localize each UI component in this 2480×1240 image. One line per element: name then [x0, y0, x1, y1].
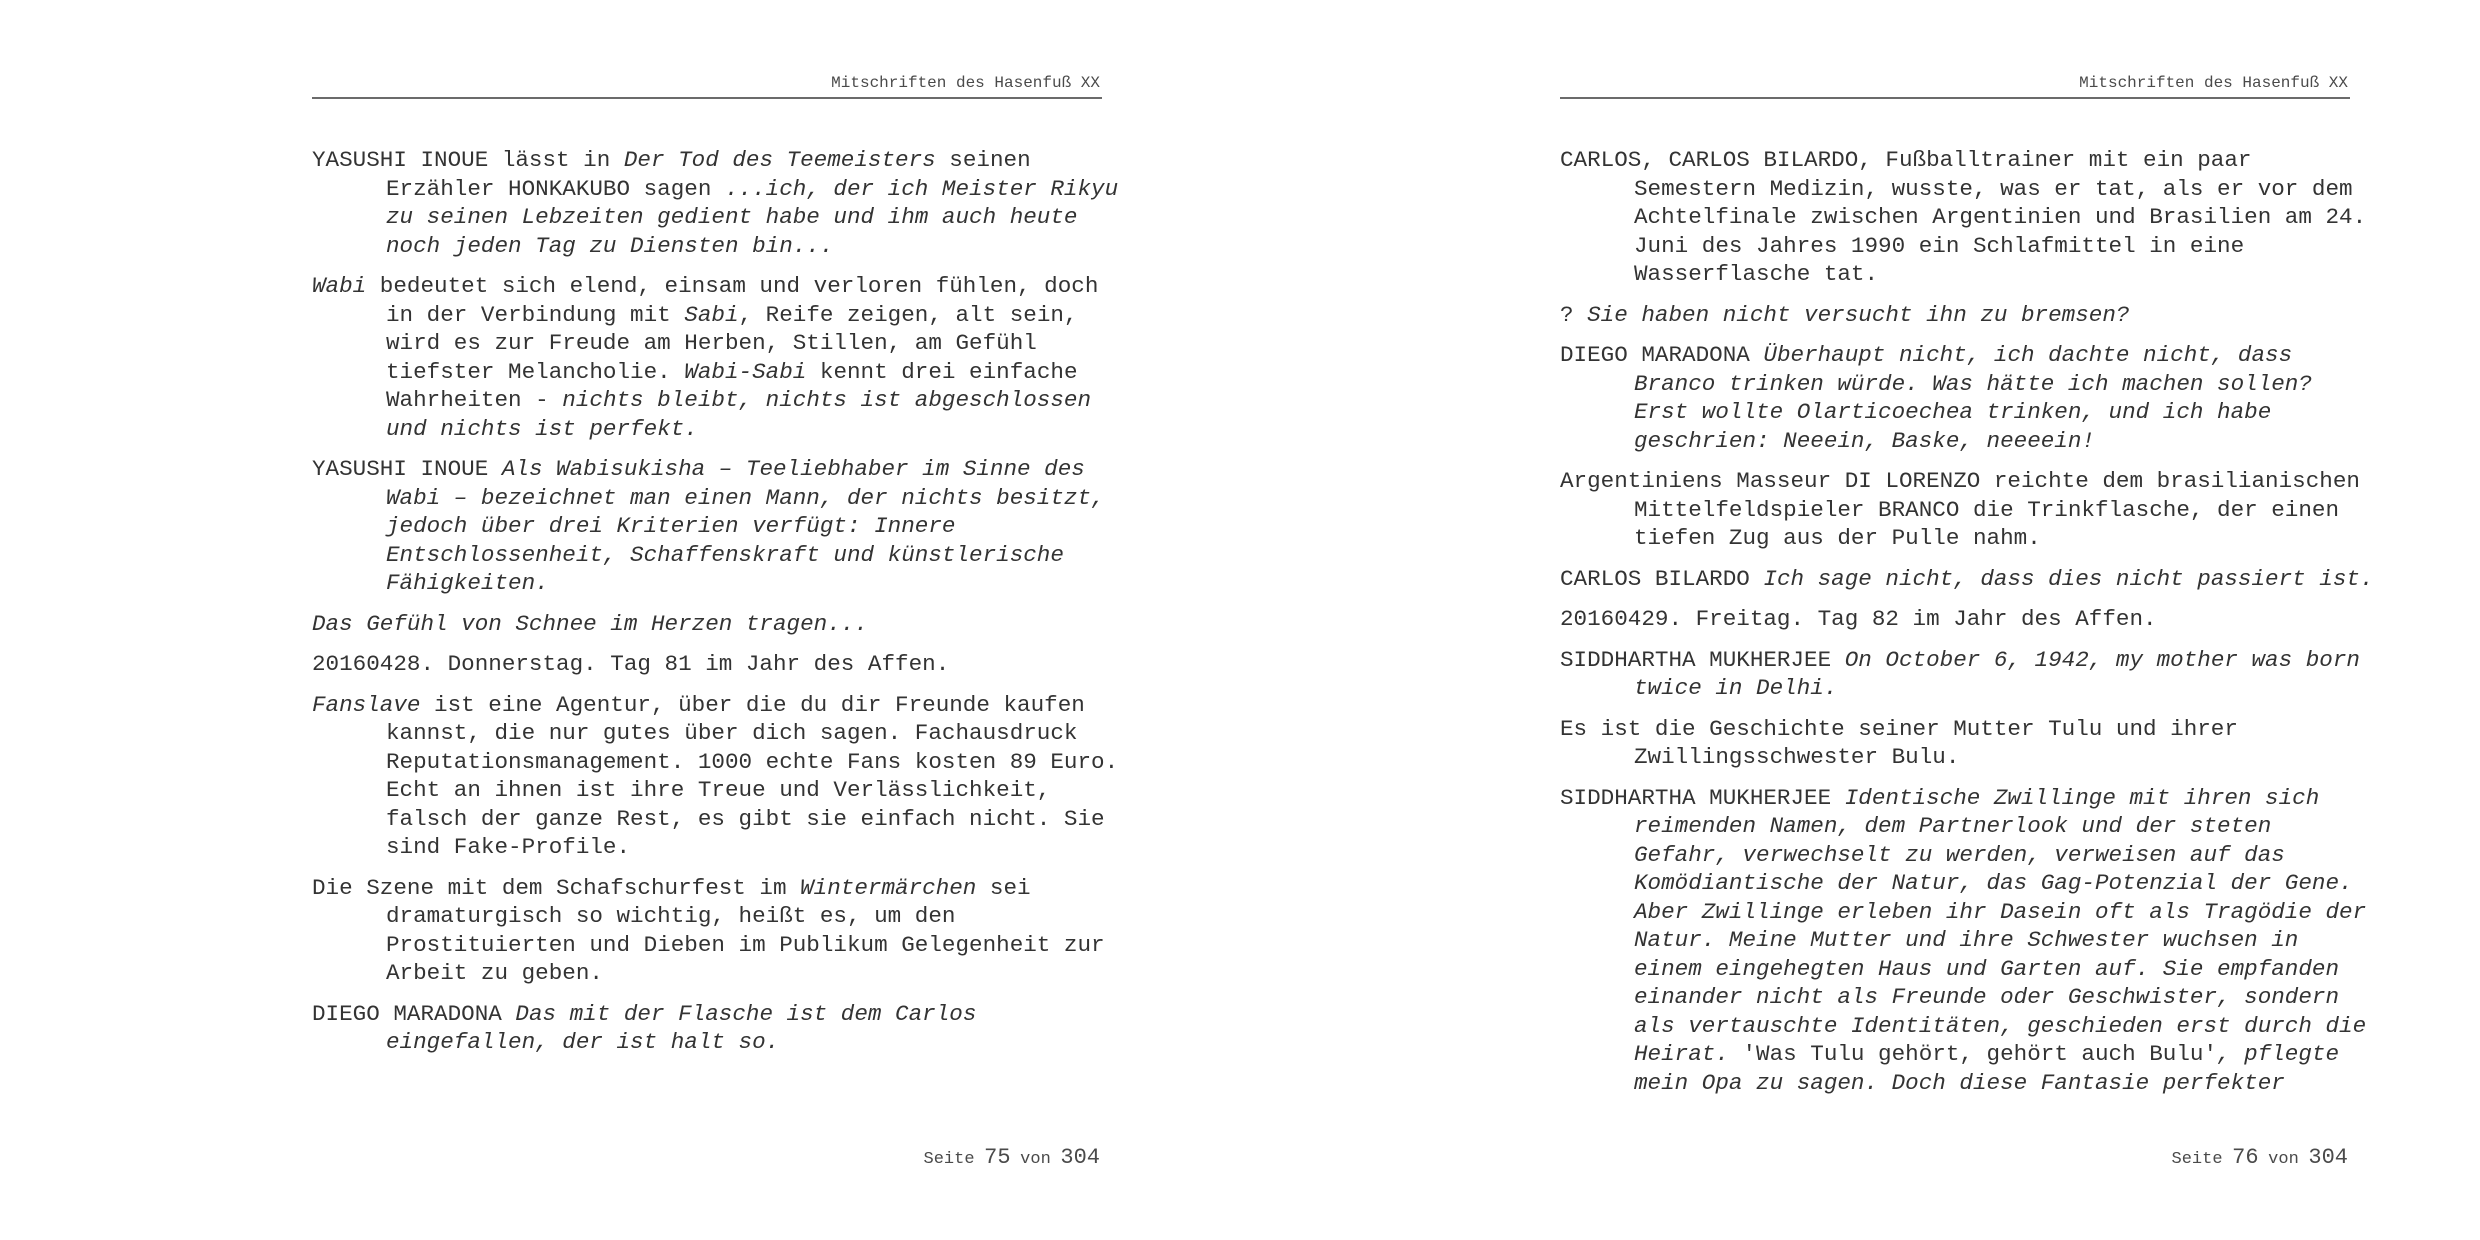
text-run: Semestern Medizin, wusste, was er tat, als er vor dem	[1634, 175, 2353, 202]
text-line	[386, 329, 1102, 358]
text-line	[1634, 1069, 2350, 1098]
italic-text: Das Gefühl von Schnee im Herzen tragen...	[312, 610, 868, 637]
italic-text: Wabi – bezeichnet man einen Mann, der nichts besitzt,	[386, 484, 1105, 511]
text-line	[1560, 341, 2350, 370]
paragraph	[312, 272, 1102, 443]
page-body	[312, 146, 1119, 1069]
paragraph	[1560, 565, 2374, 594]
text-line	[386, 512, 1102, 541]
italic-text: Erst wollte Olarticoechea trinken, und ich habe	[1634, 399, 2272, 425]
text-line	[386, 358, 1102, 387]
text-run: Prostituierten und Dieben im Publikum Gelegenheit zur	[386, 931, 1105, 958]
text-line	[386, 203, 1102, 232]
page-number: 76	[2232, 1145, 2259, 1170]
text-run: tiefster Melancholie.	[386, 358, 685, 385]
page-body	[1560, 146, 2374, 1109]
page-footer	[312, 1145, 1102, 1170]
text-line	[1634, 203, 2367, 232]
page-total: 304	[2308, 1145, 2348, 1170]
text-line	[386, 931, 1105, 960]
text-run: DIEGO MARADONA	[312, 1000, 516, 1027]
italic-text: zu seinen Lebzeiten gedient habe und ihm auch heute	[386, 204, 1078, 230]
italic-text: ...ich, der ich Meister Rikyu	[724, 175, 1119, 202]
text-line	[1634, 1012, 2367, 1041]
text-line	[386, 175, 1119, 204]
paragraph	[1560, 467, 2360, 553]
paragraph	[312, 1000, 1102, 1057]
header-rule	[1560, 97, 2350, 99]
paragraph	[1560, 146, 2367, 289]
text-run: Wahrheiten -	[386, 387, 563, 413]
italic-text: Fanslave	[312, 691, 421, 718]
text-line	[386, 541, 1102, 570]
text-line	[1634, 841, 2350, 870]
text-run: 'Was Tulu gehört, gehört auch Bulu'	[1742, 1041, 2218, 1067]
text-line	[1634, 869, 2353, 898]
text-line	[386, 959, 1102, 988]
paragraph	[312, 691, 1119, 862]
text-run: Argentiniens Masseur DI LORENZO reichte dem brasilianischen	[1560, 468, 2360, 494]
italic-text: einem eingehegten Haus und Garten auf. Sie empfanden	[1634, 955, 2340, 982]
text-line	[1634, 398, 2350, 427]
text-run: ist eine Agentur, über die du dir Freunde kaufen	[420, 691, 1085, 718]
text-run: ?	[1560, 301, 1588, 328]
italic-text: geschrien: Neeein, Baske, neeeein!	[1634, 427, 2095, 454]
text-run: in der Verbindung mit	[386, 301, 685, 328]
italic-text: und nichts ist perfekt.	[386, 415, 698, 442]
italic-text: nichts bleibt, nichts ist abgeschlossen	[562, 387, 1092, 413]
paragraph	[312, 650, 1102, 679]
text-line	[312, 691, 1102, 720]
italic-text: Ich sage nicht, dass dies nicht passiert ist.	[1763, 565, 2374, 592]
text-line	[386, 301, 1102, 330]
italic-text: einander nicht als Freunde oder Geschwister, sondern	[1634, 984, 2340, 1010]
paragraph	[312, 455, 1105, 598]
text-line	[386, 748, 1119, 777]
text-run: Arbeit zu geben.	[386, 960, 603, 986]
italic-text: Komödiantische der Natur, das Gag-Potenzial der Gene.	[1634, 870, 2353, 896]
italic-text: Sie haben nicht versucht ihn zu bremsen?	[1587, 301, 2130, 328]
text-line	[312, 455, 1102, 484]
text-run: Zwillingsschwester Bulu.	[1634, 744, 1960, 770]
italic-text: Branco trinken würde. Was hätte ich machen sollen?	[1634, 370, 2312, 397]
italic-text: mein Opa zu sagen. Doch diese Fantasie perfekter	[1634, 1069, 2285, 1096]
text-line	[386, 569, 1102, 598]
text-run: Reputationsmanagement. 1000 echte Fans kosten 89 Euro.	[386, 748, 1119, 775]
italic-text: Als Wabisukisha – Teeliebhaber im Sinne des	[501, 456, 1085, 482]
footer-prefix: Seite	[923, 1150, 975, 1169]
footer-middle: von	[2268, 1150, 2299, 1169]
text-run: CARLOS, CARLOS BILARDO, Fußballtrainer mit ein paar	[1560, 147, 2252, 173]
text-line	[386, 415, 1102, 444]
paragraph	[1560, 301, 2350, 330]
text-line	[1560, 467, 2360, 496]
text-line	[1634, 370, 2350, 399]
text-line	[1560, 784, 2350, 813]
text-run: dramaturgisch so wichtig, heißt es, um den	[386, 903, 956, 929]
italic-text: eingefallen, der ist halt so.	[386, 1029, 780, 1055]
header-rule	[312, 97, 1102, 99]
paragraph	[1560, 605, 2350, 634]
text-line	[386, 386, 1102, 415]
italic-text: Überhaupt nicht, ich dachte nicht, dass	[1763, 342, 2293, 368]
text-line	[1634, 260, 2350, 289]
text-run: Erzähler HONKAKUBO sagen	[386, 175, 725, 202]
left-page	[312, 0, 1119, 1240]
text-line	[1560, 301, 2350, 330]
text-line	[1634, 812, 2350, 841]
paragraph	[1560, 341, 2350, 455]
text-run: SIDDHARTHA MUKHERJEE	[1560, 646, 1845, 673]
text-line	[1560, 565, 2374, 594]
running-head: Mitschriften des Hasenfuß XX	[831, 74, 1100, 92]
text-line	[1634, 674, 2350, 703]
italic-text: reimenden Namen, dem Partnerlook und der steten	[1634, 813, 2272, 839]
italic-text: , pflegte	[2217, 1041, 2340, 1067]
italic-text: Sabi	[684, 301, 739, 328]
paragraph	[1560, 715, 2350, 772]
text-run: 20160428. Donnerstag. Tag 81 im Jahr des Affen.	[312, 651, 950, 677]
text-line	[1634, 175, 2353, 204]
italic-text: Identische Zwillinge mit ihren sich	[1844, 784, 2320, 811]
text-run: Echt an ihnen ist ihre Treue und Verlässlichkeit,	[386, 777, 1051, 803]
text-run: DIEGO MARADONA	[1560, 342, 1764, 368]
italic-text: Heirat.	[1634, 1041, 1743, 1067]
text-line	[386, 1028, 1102, 1057]
right-page	[1560, 0, 2374, 1240]
text-line	[1634, 524, 2350, 553]
italic-text: On October 6, 1942, my mother was born	[1844, 646, 2360, 673]
text-line	[1634, 983, 2350, 1012]
text-line	[386, 833, 1102, 862]
italic-text: Das mit der Flasche ist dem Carlos	[515, 1000, 977, 1027]
text-run: 20160429. Freitag. Tag 82 im Jahr des Affen.	[1560, 606, 2157, 632]
italic-text: jedoch über drei Kriterien verfügt: Innere	[386, 513, 956, 539]
text-line	[1560, 715, 2350, 744]
text-line	[1634, 743, 2350, 772]
text-line	[1560, 605, 2350, 634]
text-run: falsch der ganze Rest, es gibt sie einfach nicht. Sie	[386, 805, 1105, 832]
text-run: wird es zur Freude am Herben, Stillen, am Gefühl	[386, 330, 1037, 356]
text-run: , Reife zeigen, alt sein,	[738, 301, 1078, 328]
text-run: seinen	[935, 147, 1031, 173]
text-run: Achtelfinale zwischen Argentinien und Brasilien am 24.	[1634, 204, 2367, 230]
text-run: YASUSHI INOUE	[312, 456, 502, 482]
text-run: kannst, die nur gutes über dich sagen. Fachausdruck	[386, 720, 1078, 746]
paragraph	[312, 874, 1105, 988]
footer-middle: von	[1020, 1150, 1051, 1169]
footer-prefix: Seite	[2171, 1150, 2223, 1169]
text-line	[1634, 955, 2350, 984]
italic-text: Wabi	[312, 273, 367, 299]
text-run: CARLOS BILARDO	[1560, 565, 1764, 592]
text-line	[312, 650, 1102, 679]
text-line	[1634, 898, 2367, 927]
text-line	[1560, 646, 2360, 675]
text-run: Die Szene mit dem Schafschurfest im	[312, 874, 801, 901]
text-line	[312, 874, 1102, 903]
italic-text: Wintermärchen	[800, 874, 977, 901]
text-line	[386, 902, 1102, 931]
italic-text: twice in Delhi.	[1634, 675, 1838, 701]
italic-text: als vertauschte Identitäten, geschieden erst durch die	[1634, 1012, 2367, 1039]
page-number: 75	[984, 1145, 1011, 1170]
italic-text: Aber Zwillinge erleben ihr Dasein oft als Tragödie der	[1634, 898, 2367, 925]
italic-text: Natur. Meine Mutter und ihre Schwester wuchsen in	[1634, 927, 2299, 953]
text-run: sind Fake-Profile.	[386, 834, 631, 860]
text-line	[386, 719, 1102, 748]
running-head: Mitschriften des Hasenfuß XX	[2079, 74, 2348, 92]
text-line	[312, 1000, 1102, 1029]
text-run: Es ist die Geschichte seiner Mutter Tulu und ihrer	[1560, 715, 2238, 742]
text-line	[386, 805, 1105, 834]
text-line	[1634, 427, 2350, 456]
text-run: Mittelfeldspieler BRANCO die Trinkflasche, der einen	[1634, 496, 2340, 523]
text-line	[386, 776, 1102, 805]
page-total: 304	[1060, 1145, 1100, 1170]
text-line	[386, 232, 1102, 261]
italic-text: Fähigkeiten.	[386, 570, 549, 596]
text-line	[1634, 1040, 2350, 1069]
text-run: kennt drei einfache	[806, 358, 1078, 385]
text-run: Juni des Jahres 1990 ein Schlafmittel in eine	[1634, 232, 2245, 259]
text-run: sei	[976, 874, 1031, 901]
italic-text: Wabi-Sabi	[684, 358, 807, 385]
text-run: Wasserflasche tat.	[1634, 261, 1879, 287]
text-run: SIDDHARTHA MUKHERJEE	[1560, 784, 1845, 811]
text-line	[312, 610, 1102, 639]
text-run: YASUSHI INOUE lässt in	[312, 147, 624, 173]
paragraph	[1560, 784, 2367, 1098]
text-line	[1634, 496, 2350, 525]
text-run: bedeutet sich elend, einsam und verloren fühlen, doch	[366, 273, 1099, 299]
text-line	[312, 146, 1102, 175]
paragraph	[312, 146, 1119, 260]
italic-text: Der Tod des Teemeisters	[623, 147, 936, 173]
italic-text: noch jeden Tag zu Diensten bin...	[386, 232, 834, 259]
page-footer	[1560, 1145, 2350, 1170]
text-run: tiefen Zug aus der Pulle nahm.	[1634, 525, 2041, 551]
text-line	[1634, 926, 2350, 955]
paragraph	[312, 610, 1102, 639]
text-line	[1560, 146, 2350, 175]
text-line	[386, 484, 1105, 513]
text-line	[312, 272, 1102, 301]
italic-text: Gefahr, verwechselt zu werden, verweisen auf das	[1634, 841, 2285, 868]
italic-text: Entschlossenheit, Schaffenskraft und künstlerische	[386, 541, 1064, 568]
text-line	[1634, 232, 2350, 261]
paragraph	[1560, 646, 2360, 703]
